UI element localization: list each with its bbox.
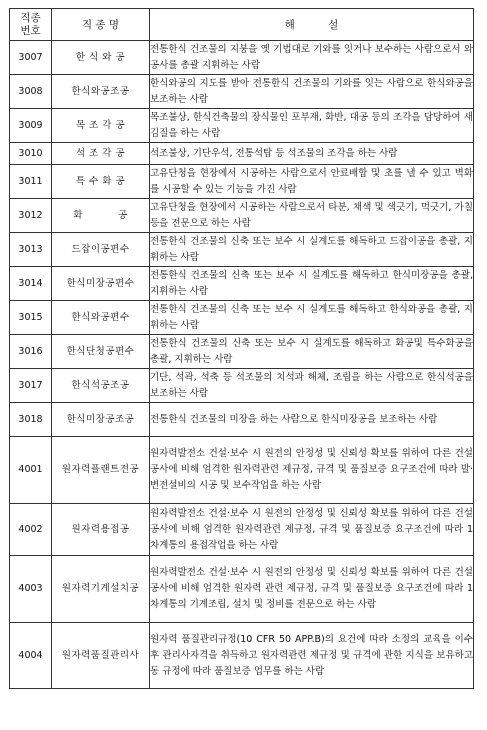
job-description-cell: 전통한식 건조물의 미장을 하는 사람으로 한식미장공을 보조하는 사람: [150, 403, 474, 437]
job-code-cell: 3016: [10, 335, 52, 369]
job-code-cell: 3018: [10, 403, 52, 437]
table-header: [10, 9, 474, 41]
job-code-cell: 3012: [10, 199, 52, 233]
table-row: [10, 403, 474, 437]
job-name-cell: 한식미장공편수: [52, 267, 150, 301]
job-description-cell: 한식와공의 지도를 받아 전통한식 건조물의 기와를 잇는 사람으로 한식와공을 보조하는 사람: [150, 75, 474, 109]
job-code-cell: 3017: [10, 369, 52, 403]
job-code-cell: 3007: [10, 41, 52, 75]
job-description-cell: 원자력발전소 건설·보수 시 원전의 안정성 및 신뢰성 확보를 위하여 다른 건설공사에 비해 엄격한 원자력관련 제규정, 규격 및 품질보증 요구조건에 따라 1차계통의 용접작업을 하는 사람: [150, 504, 474, 556]
table-row: [10, 109, 474, 143]
table-row: [10, 437, 474, 504]
table-row: [10, 369, 474, 403]
job-code-cell: 4002: [10, 504, 52, 556]
job-description-cell: 원자력 품질관리규정(10 CFR 50 APP.B)의 요건에 따라 소정의 교육을 이수 후 관리사자격을 취득하고 원자력관련 제규정 및 규격에 관한 지식을 보유하고 동 규정에 따라 품질보증 업무를 하는 사람: [150, 623, 474, 689]
job-code-cell: 3015: [10, 301, 52, 335]
table-row: [10, 267, 474, 301]
header-code-line1: 직종: [20, 11, 41, 24]
job-name-cell: 특 수 화 공: [52, 165, 150, 199]
job-name-cell: 화 공: [52, 199, 150, 233]
job-name-cell: 한식미장공조공: [52, 403, 150, 437]
header-job-name: 직 종 명: [52, 9, 150, 41]
job-description-cell: 전통한식 건조물의 신축 또는 보수 시 실계도를 해독하고 드잡이공을 총괄, 지휘하는 사람: [150, 233, 474, 267]
job-description-cell: 고유단청을 현장에서 시공하는 사람으로서 안료배합 및 초를 낼 수 있고 벽화를 시공할 수 있는 기능을 가진 사람: [150, 165, 474, 199]
job-description-cell: 전통한식 건조물의 신축 또는 보수 시 실계도를 해독하고 화공및 특수화공을 총괄, 지휘하는 사람: [150, 335, 474, 369]
table-row: [10, 556, 474, 623]
job-name-cell: 한 식 와 공: [52, 41, 150, 75]
job-description-cell: 전통한식 건조물의 신축 또는 보수 시 실계도를 해독하고 한식와공을 총괄, 지휘하는 사람: [150, 301, 474, 335]
job-description-cell: 고유단청을 현장에서 시공하는 사람으로서 타분, 채색 및 색긋기, 먹긋기, 가칠 등을 전문으로 하는 사람: [150, 199, 474, 233]
job-description-table: [9, 8, 474, 689]
table-row: [10, 233, 474, 267]
job-description-cell: 전통한식 건조물의 지붕을 옛 기법대로 기와를 잇거나 보수하는 사람으로서 와공사를 총괄 지휘하는 사람: [150, 41, 474, 75]
job-name-cell: 석 조 각 공: [52, 143, 150, 165]
table-row: [10, 504, 474, 556]
job-description-cell: 석조불상, 기단우석, 전통석탑 등 석조물의 조각을 하는 사람: [150, 143, 474, 165]
job-description-cell: 전통한식 건조물의 신축 또는 보수 시 실계도를 해독하고 한식미장공을 총괄, 지휘하는 사람: [150, 267, 474, 301]
job-name-cell: 원자력기계설치공: [52, 556, 150, 623]
header-row: [10, 9, 474, 41]
table-row: [10, 165, 474, 199]
job-name-cell: 한식와공편수: [52, 301, 150, 335]
job-code-cell: 4004: [10, 623, 52, 689]
job-name-cell: 목 조 각 공: [52, 109, 150, 143]
job-name-cell: 한식석공조공: [52, 369, 150, 403]
table-row: [10, 335, 474, 369]
job-code-cell: 4001: [10, 437, 52, 504]
table-row: [10, 623, 474, 689]
job-code-cell: 3008: [10, 75, 52, 109]
job-name-cell: 한식와공조공: [52, 75, 150, 109]
job-code-cell: 3009: [10, 109, 52, 143]
job-code-cell: 3011: [10, 165, 52, 199]
job-name-cell: 원자력플랜트전공: [52, 437, 150, 504]
table-row: [10, 301, 474, 335]
job-code-cell: 3014: [10, 267, 52, 301]
job-name-cell: 드잡이공편수: [52, 233, 150, 267]
table-row: [10, 199, 474, 233]
job-code-cell: 3010: [10, 143, 52, 165]
job-name-cell: 원자력용접공: [52, 504, 150, 556]
job-name-cell: 한식단청공편수: [52, 335, 150, 369]
table-row: [10, 41, 474, 75]
job-description-cell: 원자력발전소 건설·보수 시 원전의 안정성 및 신뢰성 확보를 위하여 다른 건설공사에 비해 엄격한 원자력관련 제규정, 규격 및 품질보증 요구조건에 따라 발·변전설비의 시공 및 보수작업을 하는 사람: [150, 437, 474, 504]
table-body: [10, 41, 474, 689]
job-code-cell: 3013: [10, 233, 52, 267]
job-description-cell: 원자력발전소 건설·보수 시 원전의 안정성 및 신뢰성 확보를 위하여 다른 건설공사에 비해 엄격한 원자력 관련 제규정, 규격 및 품질보증 요구조건에 따라 1차계통의 기계조립, 설치 및 정비를 전문으로 하는 사람: [150, 556, 474, 623]
job-name-cell: 원자력품질관리사: [52, 623, 150, 689]
table-row: [10, 143, 474, 165]
job-description-cell: 기단, 석곽, 석축 등 석조물의 치석과 해체, 조립을 하는 사람으로 한식석공을 보조하는 사람: [150, 369, 474, 403]
header-job-code: [10, 9, 52, 41]
header-description: 해 설: [150, 9, 474, 41]
header-code-line2: 번호: [20, 24, 41, 37]
job-description-cell: 목조불상, 한식건축물의 장식물인 포부재, 화반, 대공 등의 조각을 담당하여 새김질을 하는 사람: [150, 109, 474, 143]
job-code-cell: 4003: [10, 556, 52, 623]
table-row: [10, 75, 474, 109]
